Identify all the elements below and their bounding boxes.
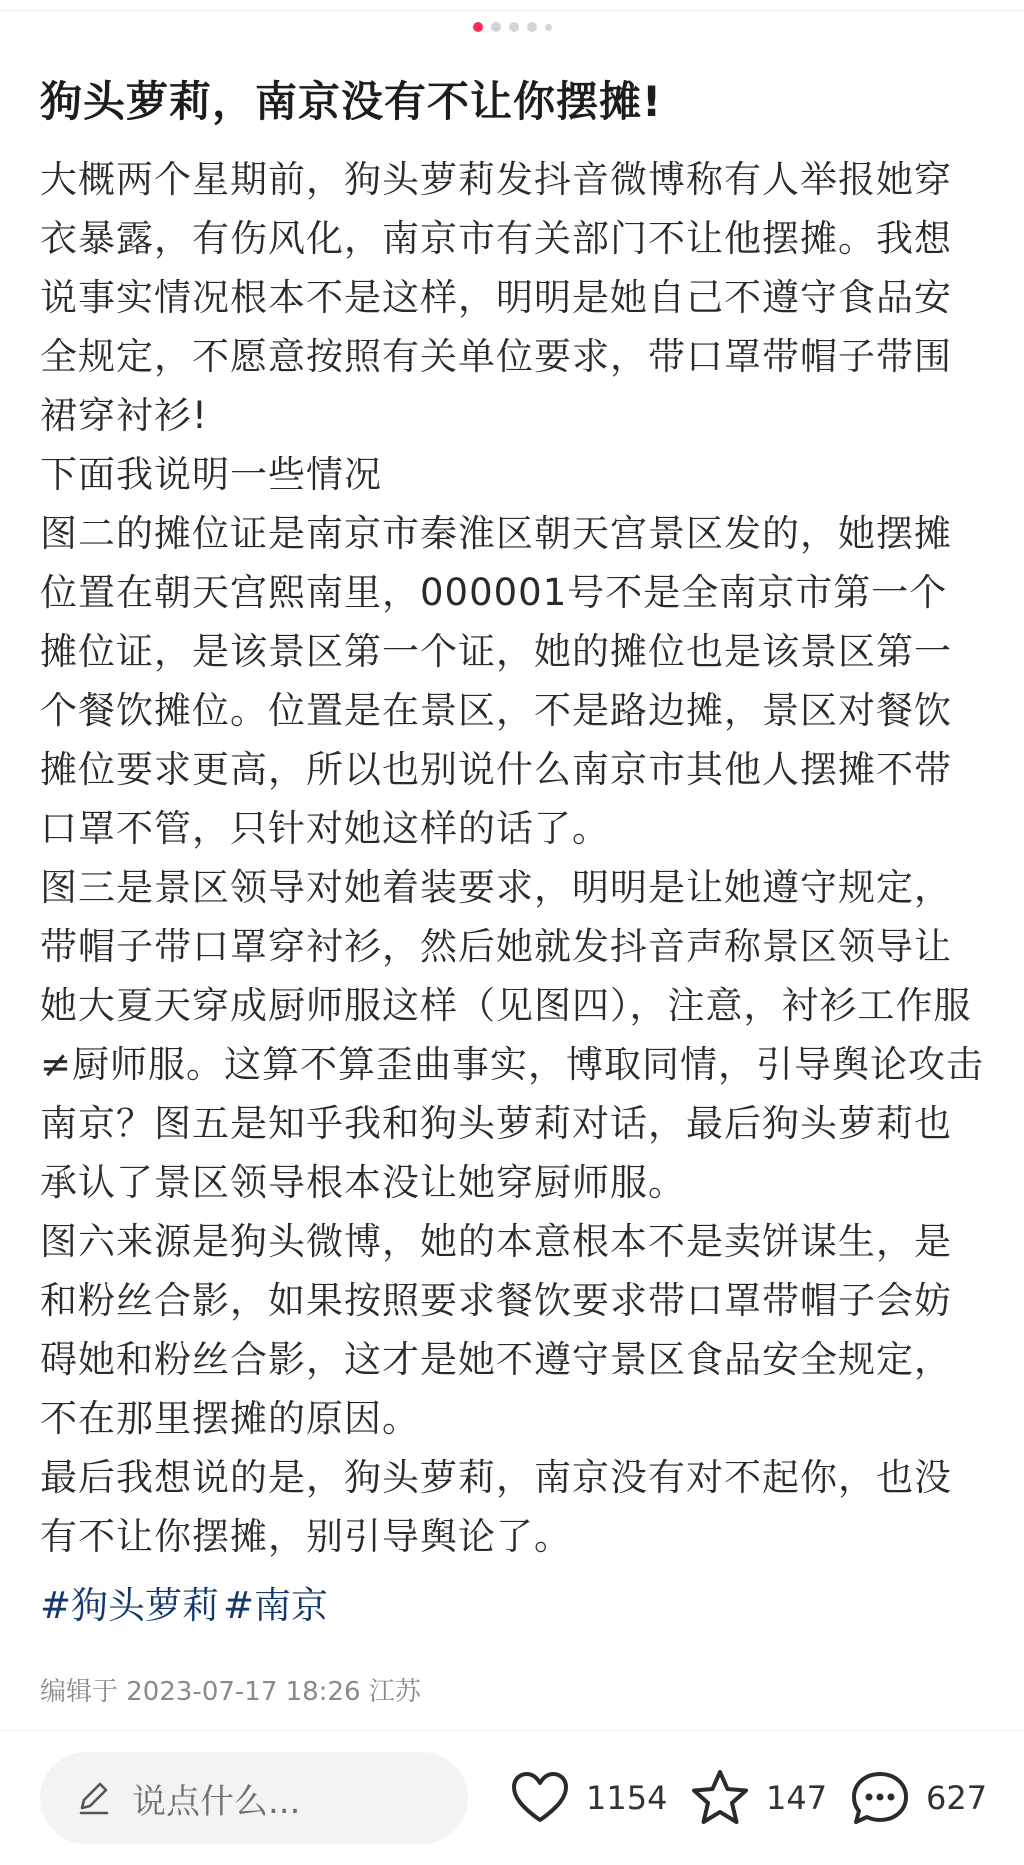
chat-bubble-icon	[848, 1766, 912, 1830]
collect-count: 147	[766, 1779, 828, 1817]
like-button[interactable]	[508, 1762, 667, 1834]
post-paragraph: 下面我说明一些情况	[40, 453, 382, 496]
comment-placeholder: 说点什么...	[132, 1781, 301, 1822]
heart-icon	[508, 1766, 572, 1830]
pencil-icon	[76, 1780, 112, 1816]
hashtag-list	[40, 1578, 328, 1634]
pager-dot[interactable]	[527, 22, 537, 32]
collect-button[interactable]	[688, 1762, 827, 1834]
top-border	[0, 0, 1024, 11]
post-paragraph: 图六来源是狗头微博，她的本意根本不是卖饼谋生，是和粉丝合影，如果按照要求餐饮要求带口罩带帽子会妨碍她和粉丝合影，这才是她不遵守景区食品安全规定，不在那里摆摊的原因。	[40, 1220, 952, 1440]
hashtag[interactable]: #狗头萝莉	[40, 1584, 220, 1627]
post-paragraph: 大概两个星期前，狗头萝莉发抖音微博称有人举报她穿衣暴露，有伤风化，南京市有关部门不让他摆摊。我想说事实情况根本不是这样，明明是她自己不遵守食品安全规定，不愿意按照有关单位要求，带口罩带帽子带围裙穿衬衫!	[40, 158, 952, 437]
comment-count: 627	[926, 1779, 988, 1817]
post-paragraph: 最后我想说的是，狗头萝莉，南京没有对不起你，也没有不让你摆摊，别引导舆论了。	[40, 1456, 952, 1558]
divider	[0, 1730, 1024, 1731]
pager-dot[interactable]	[509, 22, 519, 32]
post-body	[40, 150, 984, 1566]
edit-timestamp: 编辑于 2023-07-17 18:26 江苏	[40, 1677, 421, 1707]
post-paragraph: 图三是景区领导对她着装要求，明明是让她遵守规定，带帽子带口罩穿衬衫，然后她就发抖音声称景区领导让她大夏天穿成厨师服这样（见图四），注意，衬衫工作服≠厨师服。这算不算歪曲事实，博取同情，引导舆论攻击南京？图五是知乎我和狗头萝莉对话，最后狗头萝莉也承认了景区领导根本没让她穿厨师服。	[40, 866, 985, 1204]
pager-dot-active[interactable]	[473, 22, 483, 32]
comment-input[interactable]	[40, 1752, 468, 1844]
like-count: 1154	[586, 1779, 668, 1817]
post-title: 狗头萝莉，南京没有不让你摆摊!	[40, 77, 663, 126]
star-icon	[688, 1766, 752, 1830]
pager-dot[interactable]	[491, 22, 501, 32]
pager-dot[interactable]	[545, 24, 552, 31]
hashtag[interactable]: #南京	[223, 1584, 329, 1627]
image-pager	[0, 22, 1024, 32]
post-paragraph: 图二的摊位证是南京市秦淮区朝天宫景区发的，她摆摊位置在朝天宫熙南里，000001号不是全南京市第一个摊位证，是该景区第一个证，她的摊位也是该景区第一个餐饮摊位。位置是在景区，不是路边摊，景区对餐饮摊位要求更高，所以也别说什么南京市其他人摆摊不带口罩不管，只针对她这样的话了。	[40, 512, 952, 850]
comments-button[interactable]	[848, 1762, 987, 1834]
